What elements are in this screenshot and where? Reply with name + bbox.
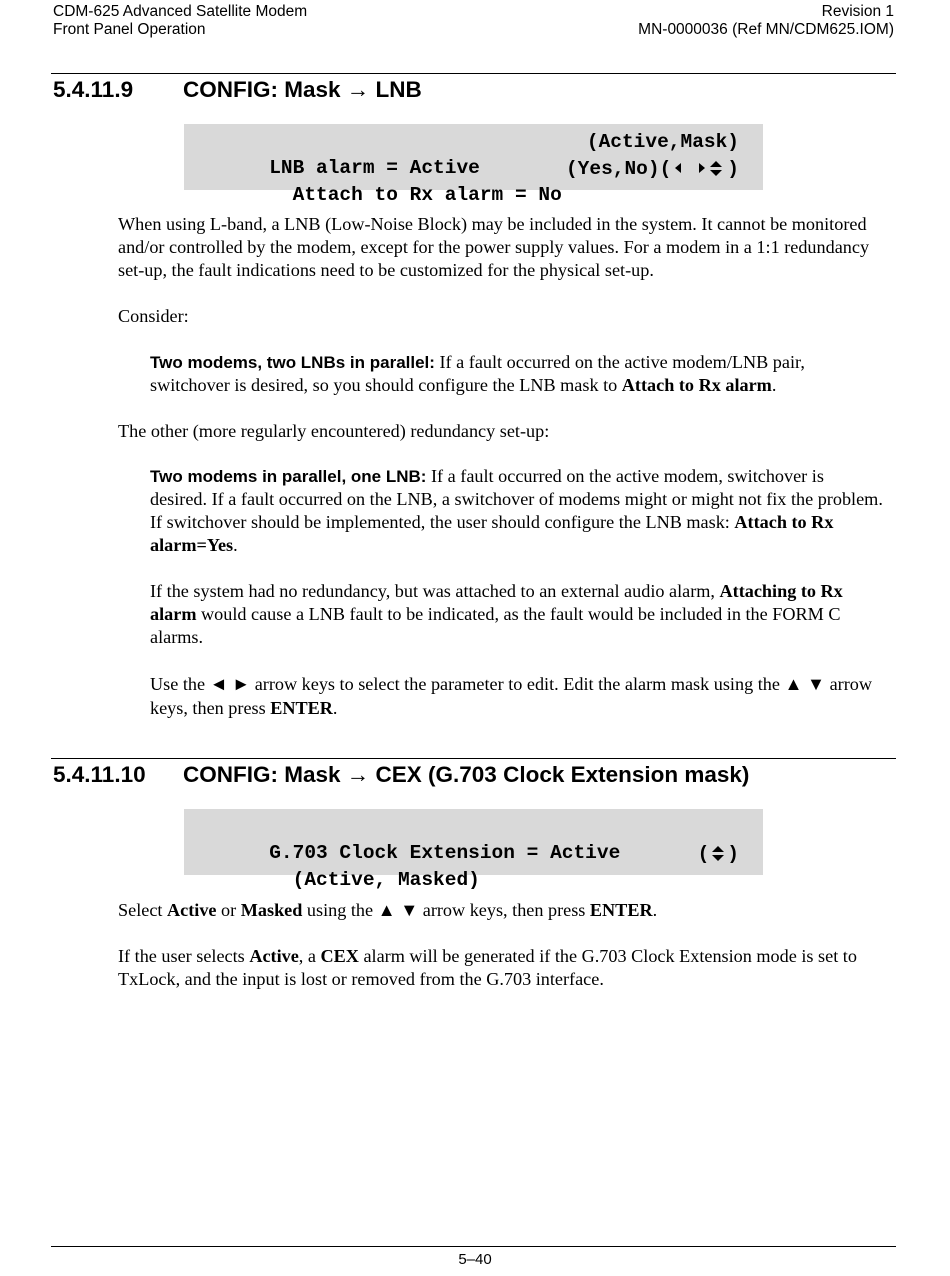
header-chapter-title: Front Panel Operation [53,21,206,38]
section-title: CONFIG: Mask → LNB [183,77,422,102]
arrow-keys-icon [671,159,727,179]
section-divider [51,758,896,759]
emphasis: Active [167,900,217,920]
paragraph: When using L-band, a LNB (Low-Noise Block) may be included in the system. It cannot be monitored and/or controlled by the modem, except for the power supply values. For a modem in a 1:1 redundancy set-up, the fault indications need to be customized for the physical set-up. [118,214,870,280]
header-revision: Revision 1 [821,3,894,20]
header-document-number: MN-0000036 (Ref MN/CDM625.IOM) [638,21,894,38]
paragraph [150,580,885,649]
lcd-text: G.703 Clock Extension = Active [269,842,621,864]
footer-divider [51,1246,896,1247]
up-down-arrow-icon [709,844,727,864]
lcd-line-2 [199,841,739,945]
emphasis: Active [249,946,299,966]
list-item-lead: Two modems in parallel, one LNB: [150,467,427,486]
lcd-display-lnb [184,124,763,206]
paragraph [150,672,885,720]
lcd-options-open: ( [697,843,710,865]
emphasis: Attach to Rx alarm [621,375,772,395]
emphasis: Attach to Rx alarm=Yes [150,512,834,555]
section-title: CONFIG: Mask → CEX (G.703 Clock Extension mask) [183,762,750,787]
punctuation: . [652,900,658,920]
paragraph: The other (more regularly encountered) redundancy set-up: [118,421,550,441]
lcd-display-cex [184,809,763,891]
page-number: 5–40 [458,1251,492,1268]
lcd-options [566,156,739,182]
lcd-options-close: ) [727,158,739,180]
lcd-options: (Active,Mask) [586,131,739,153]
paragraph-text: , a [298,946,321,966]
paragraph [118,899,898,922]
lcd-text: Attach to Rx alarm = No [269,184,562,206]
list-item [150,465,885,557]
header-left [53,3,307,39]
paragraph-text: alarm will be generated if the G.703 Clock Extension mode is set to TxLock, and the input is lost or removed from the G.703 interface. [118,946,857,989]
list-item-lead: Two modems, two LNBs in parallel: [150,353,435,372]
emphasis: ENTER [589,900,653,920]
punctuation: . [332,698,338,718]
emphasis: Attaching to Rx alarm [150,581,843,624]
lcd-options-close: ) [727,843,739,865]
lcd-text: (Active, Masked) [269,869,480,891]
header-product-title: CDM-625 Advanced Satellite Modem [53,3,308,20]
paragraph [118,945,888,991]
punctuation: . [771,375,777,395]
lcd-options-text: (Yes,No)( [565,158,672,180]
list-item-text: If a fault occurred on the active modem/LNB pair, switchover is desired, so you should configure the LNB mask to [150,352,805,395]
section-divider [51,73,896,74]
paragraph-text: If the user selects [118,946,250,966]
paragraph-text: would cause a LNB fault to be indicated, as the fault would be included in the FORM C alarms. [150,604,841,647]
punctuation: . [233,535,238,555]
lcd-options [698,841,739,867]
list-item [150,351,885,397]
paragraph-text: or [216,900,241,920]
emphasis: ENTER [270,698,333,718]
paragraph: Consider: [118,306,189,326]
paragraph-text: If the system had no redundancy, but was attached to an external audio alarm, [150,581,720,601]
list-item-text: If a fault occurred on the active modem, switchover is desired. If a fault occurred on the LNB, a switchover of modems might or might not fix the problem. If switchover should be implemented, the user should configure the LNB mask: [150,466,883,532]
section-heading-lnb [53,77,422,103]
paragraph-text: Select [118,900,167,920]
paragraph-text: using the ▲ ▼ arrow keys, then press [302,900,590,920]
section-number: 5.4.11.10 [53,762,146,787]
lcd-text: LNB alarm = Active [269,157,480,179]
paragraph-text: Use the ◄ ► arrow keys to select the parameter to edit. Edit the alarm mask using the ▲ ▼ arrow keys, then press [150,674,872,718]
section-heading-cex [53,762,750,788]
header-right [638,3,894,39]
emphasis: Masked [240,900,303,920]
section-number: 5.4.11.9 [53,77,134,102]
emphasis: CEX [320,946,359,966]
